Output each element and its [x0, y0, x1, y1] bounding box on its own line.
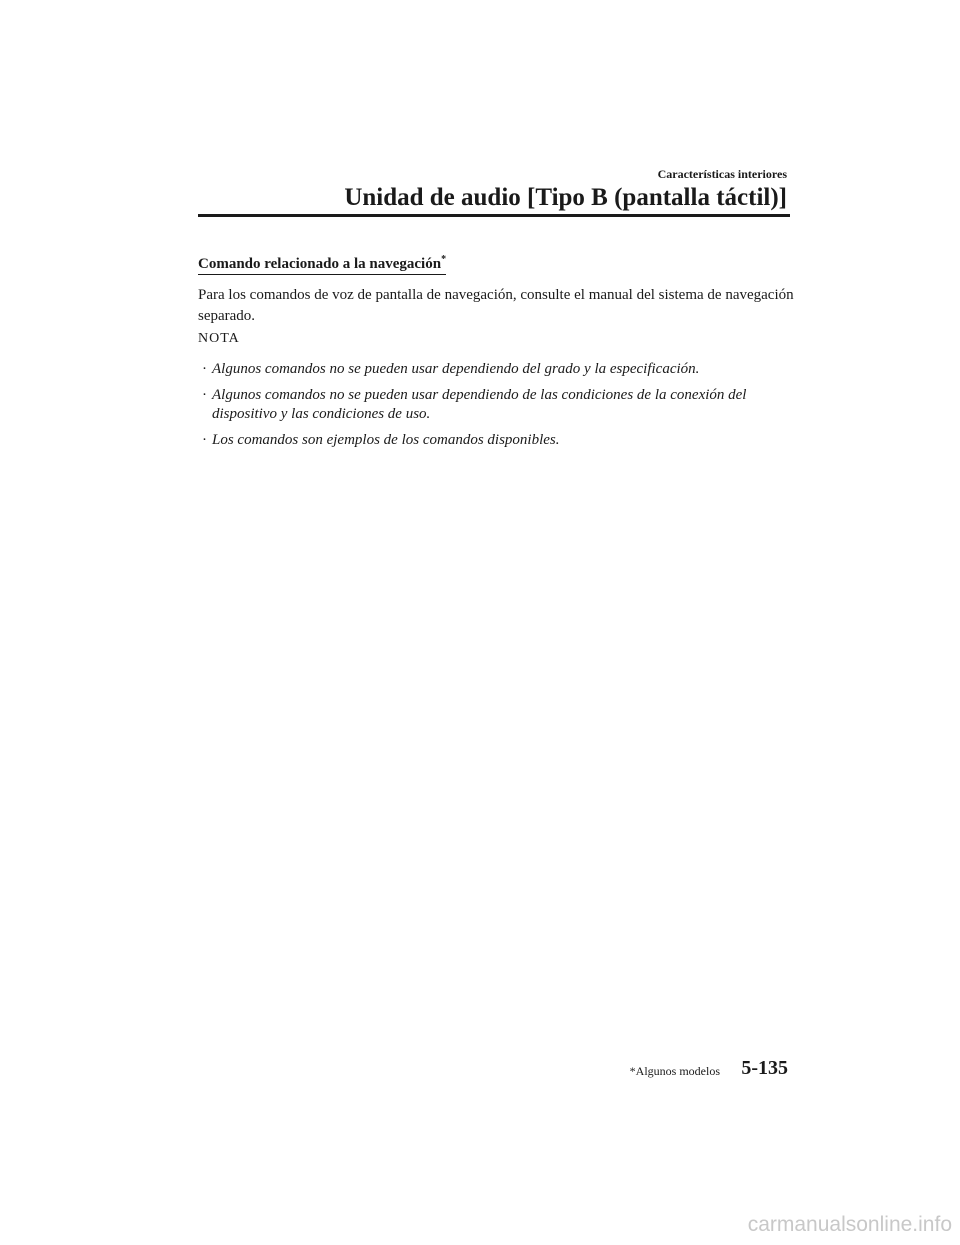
- watermark: carmanualsonline.info: [747, 1213, 952, 1236]
- bullet-icon: ·: [202, 361, 207, 377]
- header-rule: [198, 214, 790, 217]
- bullet-icon: ·: [202, 432, 207, 448]
- page-title: Unidad de audio [Tipo B (pantalla táctil)]: [344, 184, 787, 211]
- some-models-mark: *: [441, 254, 447, 265]
- note-item-text: Algunos comandos no se pueden usar dependiendo de las condiciones de la conexión del dispositivo y las condiciones de uso.: [212, 387, 747, 422]
- note-item-text: Los comandos son ejemplos de los comandos disponibles.: [212, 432, 560, 448]
- note-list: [198, 360, 798, 457]
- footer-note: *Algunos modelos: [629, 1064, 720, 1078]
- chapter-label: Características interiores: [657, 167, 787, 181]
- note-label: NOTA: [198, 331, 240, 346]
- note-item: [198, 431, 798, 450]
- section-heading-text: Comando relacionado a la navegación: [198, 256, 442, 272]
- note-item: [198, 386, 798, 424]
- page-number: 5-135: [741, 1057, 788, 1079]
- bullet-icon: ·: [202, 387, 207, 403]
- note-item: [198, 360, 798, 379]
- section-heading: [198, 255, 446, 275]
- section-paragraph: Para los comandos de voz de pantalla de navegación, consulte el manual del sistema de navegación separado.: [198, 287, 794, 324]
- note-item-text: Algunos comandos no se pueden usar dependiendo del grado y la especificación.: [212, 361, 700, 377]
